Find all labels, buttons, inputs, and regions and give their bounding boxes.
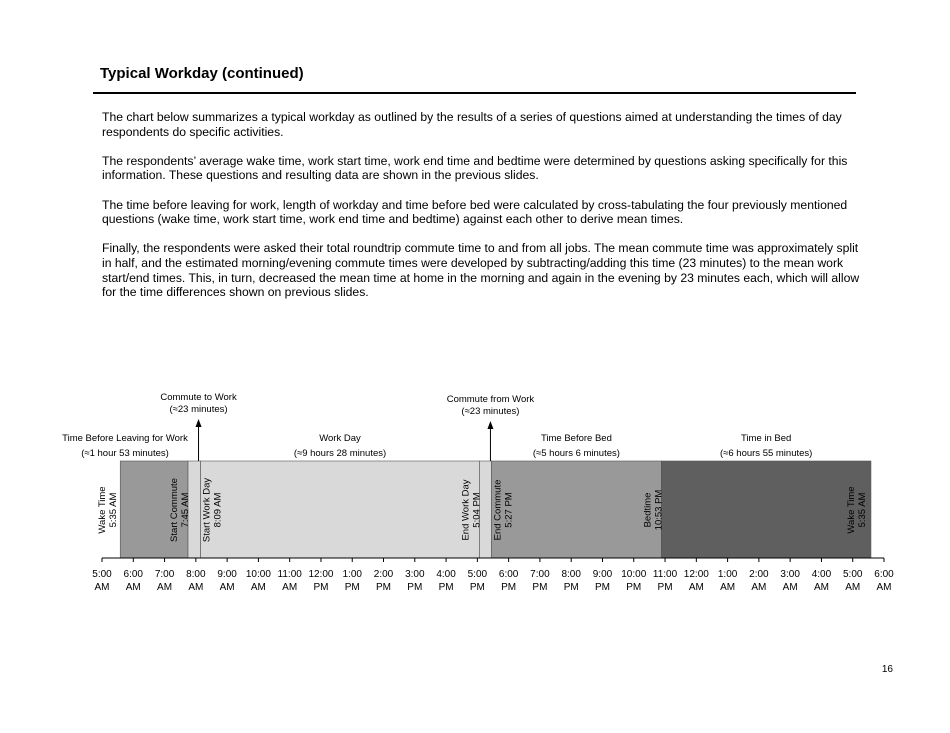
- x-tick-label-16-line2: PM: [594, 582, 610, 593]
- segment-label-0-line1: Time Before Leaving for Work: [62, 433, 188, 444]
- x-tick-label-14-line1: 7:00: [530, 569, 550, 580]
- event-label-5-line2: 10:53 PM: [653, 489, 665, 531]
- x-tick-label-24-line2: AM: [845, 582, 861, 593]
- x-tick-label-12-line1: 5:00: [467, 569, 488, 580]
- x-tick-label-22-line2: AM: [782, 582, 798, 593]
- x-tick-label-10-line1: 3:00: [405, 569, 425, 580]
- x-tick-label-15-line1: 8:00: [561, 569, 581, 580]
- x-tick-label-8-line2: PM: [344, 582, 360, 593]
- segment-label-5-line2: (≈6 hours 55 minutes): [719, 448, 813, 459]
- x-tick-label-9-line1: 2:00: [373, 569, 394, 580]
- x-tick-label-5-line2: AM: [250, 582, 266, 593]
- paragraph-2: The respondents’ average wake time, work start time, work end time and bedtime were determined by questions asking specifically for this information. These questions and resulting data are shown in the previous slides.: [102, 153, 848, 183]
- x-tick-label-12-line2: PM: [469, 582, 485, 593]
- x-tick-label-3-line1: 8:00: [186, 569, 206, 580]
- x-tick-label-22-line1: 3:00: [780, 569, 800, 580]
- segment-label-3-line2: (≈23 minutes): [461, 406, 520, 417]
- x-tick-label-10-line2: PM: [407, 582, 423, 593]
- segment-label-0-line2: (≈1 hour 53 minutes): [81, 448, 169, 459]
- x-tick-label-2-line2: AM: [157, 582, 173, 593]
- segment-label-2-line2: (≈9 hours 28 minutes): [293, 448, 387, 459]
- paragraph-1: The chart below summarizes a typical workday as outlined by the results of a series of questions aimed at understanding the times of day respondents do specific activities.: [102, 110, 842, 139]
- x-tick-label-11-line1: 4:00: [436, 569, 456, 580]
- event-label-2-line1: Start Work Day: [201, 477, 213, 543]
- paragraph-4: Finally, the respondents were asked their total roundtrip commute time to and from all jobs. The mean commute time was approximately split in half, and the estimated morning/evening commute times were developed by subtracting/adding this time (23 minutes) to the mean work start/end times. This, in turn, decreased the mean time at home in the morning and again in the evening by 23 minutes each, which will allow for the time differences shown on previous slides.: [102, 241, 860, 300]
- event-label-0-line1: Wake Time: [97, 486, 109, 534]
- x-tick-label-20-line1: 1:00: [717, 569, 738, 580]
- x-tick-label-25-line1: 6:00: [874, 569, 894, 580]
- x-tick-label-20-line2: AM: [720, 582, 736, 593]
- x-tick-label-2-line1: 7:00: [154, 569, 175, 580]
- event-label-0-line2: 5:35 AM: [108, 492, 120, 528]
- x-tick-label-7-line1: 12:00: [308, 569, 334, 580]
- x-tick-label-0-line1: 5:00: [92, 569, 112, 580]
- x-tick-label-17-line2: PM: [626, 582, 642, 593]
- event-label-4-line2: 5:27 PM: [503, 492, 515, 528]
- segment-label-4-line2: (≈5 hours 6 minutes): [532, 448, 620, 459]
- event-label-4-line1: End Commute: [492, 479, 504, 541]
- x-tick-label-21-line1: 2:00: [749, 569, 769, 580]
- segment-bar-2: [201, 461, 483, 558]
- x-tick-label-13-line2: PM: [501, 582, 517, 593]
- event-label-3-line1: End Work Day: [460, 479, 472, 541]
- x-tick-label-25-line2: AM: [876, 582, 892, 593]
- page-title: Typical Workday (continued): [100, 65, 304, 82]
- x-tick-label-1-line1: 6:00: [123, 569, 144, 580]
- x-tick-label-13-line1: 6:00: [498, 569, 519, 580]
- x-tick-label-6-line2: AM: [282, 582, 298, 593]
- x-tick-label-0-line2: AM: [94, 582, 110, 593]
- x-tick-label-8-line1: 1:00: [342, 569, 362, 580]
- x-tick-label-23-line2: AM: [813, 582, 829, 593]
- x-tick-label-4-line1: 9:00: [217, 569, 237, 580]
- paragraph-3: The time before leaving for work, length of workday and time before bed were calculated by cross-tabulating the four previously mentioned questions (wake time, work start time, work end time and bedtime) against each other to derive mean times.: [102, 197, 848, 227]
- segment-label-1-line2: (≈23 minutes): [169, 404, 228, 415]
- x-tick-label-4-line2: AM: [219, 582, 235, 593]
- page-number: 16: [881, 664, 893, 675]
- x-tick-label-15-line2: PM: [563, 582, 579, 593]
- commute-arrow-head-1: [196, 419, 202, 427]
- x-tick-label-1-line2: AM: [125, 582, 141, 593]
- x-tick-label-16-line1: 9:00: [592, 569, 613, 580]
- event-label-3-line2: 5:04 PM: [471, 492, 483, 528]
- x-tick-label-19-line2: AM: [688, 582, 704, 593]
- x-tick-label-24-line1: 5:00: [842, 569, 863, 580]
- x-tick-label-21-line2: AM: [751, 582, 767, 593]
- segment-label-2-line1: Work Day: [319, 433, 361, 444]
- event-label-5: [642, 490, 664, 531]
- x-tick-label-18-line2: PM: [657, 582, 673, 593]
- x-tick-label-23-line1: 4:00: [811, 569, 832, 580]
- segment-label-1-line1: Commute to Work: [160, 392, 237, 403]
- segment-label-5-line1: Time in Bed: [740, 433, 792, 444]
- event-label-1-line2: 7:45 AM: [180, 492, 192, 528]
- event-label-6: [846, 486, 868, 533]
- event-label-6-line2: 5:35 AM: [856, 492, 868, 528]
- event-label-5-line1: Bedtime: [642, 492, 654, 528]
- event-label-2-line2: 8:09 AM: [212, 492, 224, 528]
- event-label-6-line1: Wake Time: [845, 486, 857, 534]
- x-tick-label-9-line2: PM: [376, 582, 392, 593]
- x-tick-label-17-line1: 10:00: [621, 569, 647, 580]
- segment-bar-4: [491, 461, 661, 558]
- segment-label-3-line1: Commute from Work: [446, 394, 535, 405]
- x-tick-label-19-line1: 12:00: [683, 569, 709, 580]
- x-tick-label-5-line1: 10:00: [245, 569, 271, 580]
- commute-arrow-head-3: [487, 421, 493, 429]
- x-tick-label-18-line1: 11:00: [652, 569, 678, 580]
- x-tick-label-11-line2: PM: [438, 582, 454, 593]
- x-tick-label-14-line2: PM: [532, 582, 548, 593]
- x-tick-label-3-line2: AM: [188, 582, 204, 593]
- segment-label-4-line1: Time Before Bed: [540, 433, 612, 444]
- event-label-1-line1: Start Commute: [169, 478, 181, 542]
- x-tick-label-7-line2: PM: [313, 582, 329, 593]
- event-label-0: [97, 486, 119, 533]
- x-tick-label-6-line1: 11:00: [277, 569, 302, 580]
- segment-bar-5: [661, 461, 871, 558]
